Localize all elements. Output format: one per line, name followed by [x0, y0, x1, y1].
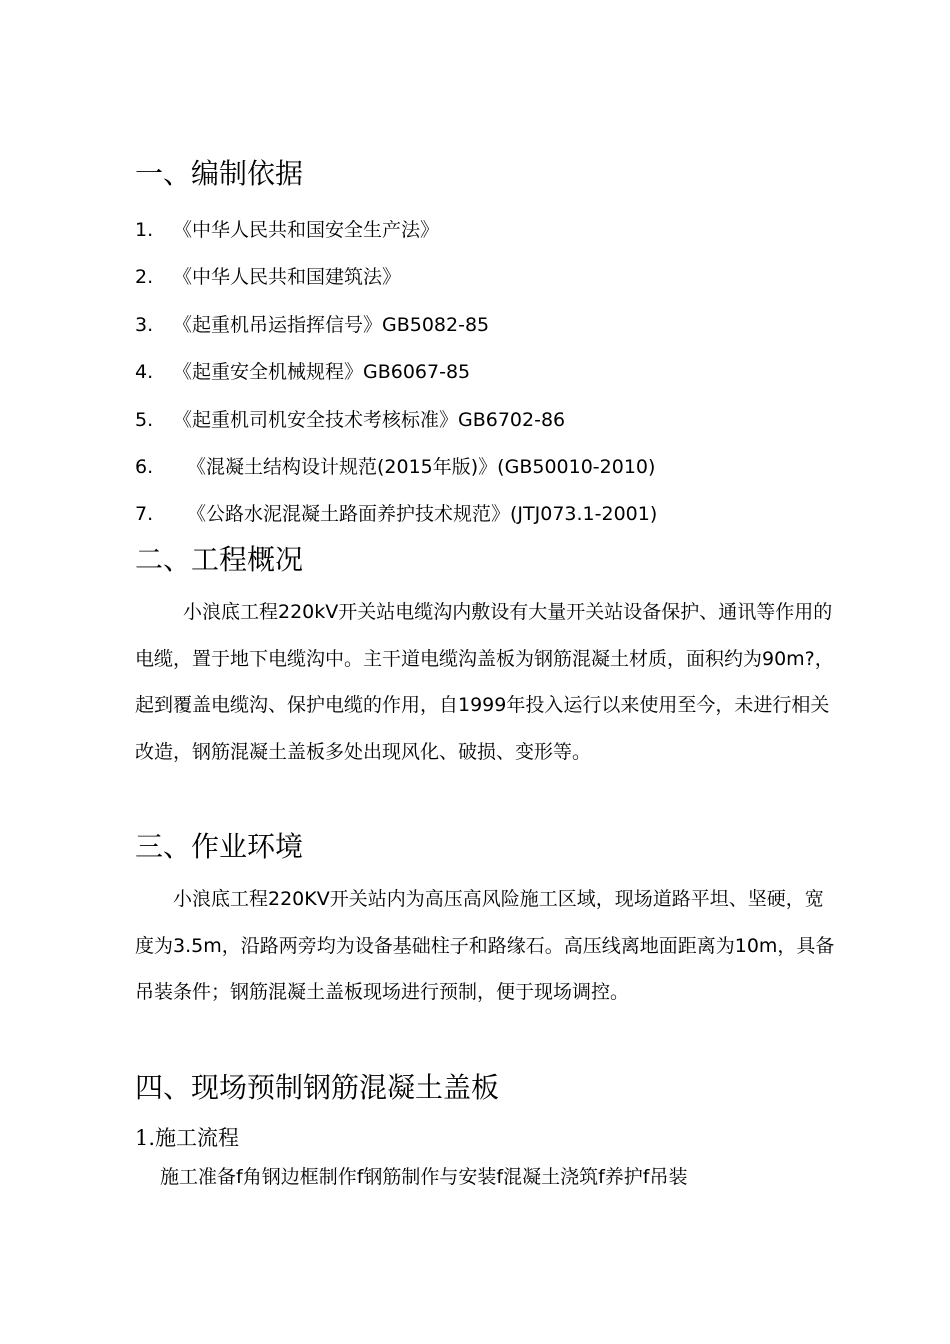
- reference-number: 5.: [135, 409, 154, 431]
- reference-text: 《公路水泥混凝土路面养护技术规范》(JTJ073.1-2001): [187, 503, 658, 525]
- section-2-heading: 二、工程概况: [135, 543, 304, 576]
- reference-text: 《起重机吊运指挥信号》GB5082-85: [173, 314, 490, 336]
- reference-item: [135, 310, 489, 337]
- section-3-heading: 三、作业环境: [135, 830, 304, 863]
- reference-text: 《起重安全机械规程》GB6067-85: [173, 361, 471, 383]
- reference-number: 4.: [135, 361, 154, 383]
- reference-number: 2.: [135, 266, 154, 288]
- reference-number: 6.: [135, 456, 154, 478]
- reference-number: 7.: [135, 503, 154, 525]
- reference-item: [135, 499, 657, 526]
- reference-text: 《中华人民共和国建筑法》: [173, 266, 402, 288]
- subsection-heading: 1.施工流程: [135, 1126, 240, 1150]
- section-1-heading: 一、编制依据: [135, 157, 304, 190]
- reference-item: [135, 452, 655, 479]
- reference-item: [135, 215, 439, 242]
- reference-item: [135, 262, 401, 289]
- reference-number: 1.: [135, 219, 154, 241]
- reference-text: 《混凝土结构设计规范(2015年版)》(GB50010-2010): [187, 456, 656, 478]
- section-3-paragraph: 小浪底工程220KV开关站内为高压高风险施工区域，现场道路平坦、坚硬，宽度为3.5m，沿路两旁均为设备基础柱子和路缘石。高压线离地面距离为10m，具备吊装条件；钢筋混凝土盖板现场进行预制，便于现场调控。: [135, 888, 835, 1003]
- section-4-heading: 四、现场预制钢筋混凝土盖板: [135, 1071, 500, 1104]
- section-2-paragraph: 小浪底工程220kV开关站电缆沟内敷设有大量开关站设备保护、通讯等作用的电缆，置于地下电缆沟中。主干道电缆沟盖板为钢筋混凝土材质，面积约为90m?，起到覆盖电缆沟、保护电缆的作用，自1999年投入运行以来使用至今，未进行相关改造，钢筋混凝土盖板多处出现风化、破损、变形等。: [135, 601, 834, 763]
- reference-item: [135, 405, 565, 432]
- reference-item: [135, 357, 470, 384]
- reference-text: 《起重机司机安全技术考核标准》GB6702-86: [173, 409, 566, 431]
- reference-text: 《中华人民共和国安全生产法》: [173, 219, 440, 241]
- process-flow-text: 施工准备f角钢边框制作f钢筋制作与安装f混凝土浇筑f养护f吊装: [160, 1166, 688, 1188]
- reference-number: 3.: [135, 314, 154, 336]
